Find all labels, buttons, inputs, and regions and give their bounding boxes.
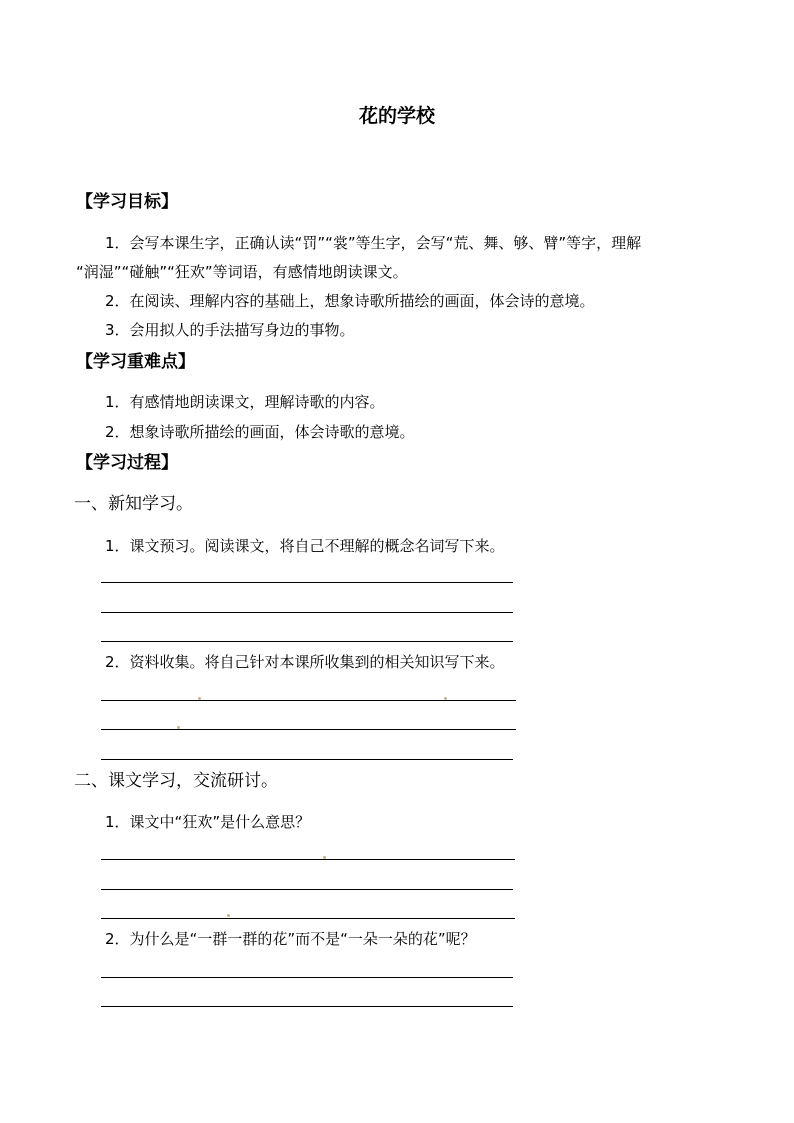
answer-line[interactable] bbox=[101, 612, 513, 613]
process-heading: 【学习过程】 bbox=[76, 453, 178, 473]
answer-line[interactable] bbox=[101, 889, 513, 890]
part2-heading: 二、课文学习，交流研讨。 bbox=[74, 771, 278, 791]
key-point-2: 2．想象诗歌所描绘的画面，体会诗歌的意境。 bbox=[105, 423, 415, 441]
key-points-heading: 【学习重难点】 bbox=[76, 352, 195, 372]
answer-line[interactable] bbox=[101, 582, 513, 583]
answer-line[interactable] bbox=[101, 759, 513, 760]
goal-item-2: 2．在阅读、理解内容的基础上，想象诗歌所描绘的画面，体会诗的意境。 bbox=[105, 292, 595, 310]
blank-mark bbox=[177, 726, 180, 729]
blank-mark bbox=[444, 697, 447, 700]
blank-mark bbox=[198, 697, 201, 700]
answer-line[interactable] bbox=[101, 641, 513, 642]
answer-line[interactable] bbox=[101, 918, 515, 919]
answer-line[interactable] bbox=[101, 859, 515, 860]
part2-question-1: 1．课文中“狂欢”是什么意思？ bbox=[105, 813, 311, 831]
goals-heading: 【学习目标】 bbox=[76, 192, 178, 212]
goal-item-1: 1．会写本课生字，正确认读“罚”“裳”等生字，会写“荒、舞、够、臂”等字，理解 bbox=[105, 234, 642, 252]
blank-mark bbox=[227, 914, 230, 917]
goal-item-3: 3．会用拟人的手法描写身边的事物。 bbox=[105, 321, 355, 339]
part2-question-2: 2．为什么是“一群一群的花”而不是“一朵一朵的花”呢？ bbox=[105, 930, 476, 948]
page-title: 花的学校 bbox=[358, 105, 435, 127]
answer-line[interactable] bbox=[101, 729, 516, 730]
part1-heading: 一、新知学习。 bbox=[74, 494, 193, 514]
part1-question-1: 1．课文预习。阅读课文，将自己不理解的概念名词写下来。 bbox=[105, 537, 505, 555]
part1-question-2: 2．资料收集。将自己针对本课所收集到的相关知识写下来。 bbox=[105, 653, 505, 671]
goal-item-1-cont: “润湿”“碰触”“狂欢”等词语，有感情地朗读课文。 bbox=[76, 263, 408, 281]
answer-line[interactable] bbox=[101, 700, 516, 701]
answer-line[interactable] bbox=[101, 1006, 513, 1007]
key-point-1: 1．有感情地朗读课文，理解诗歌的内容。 bbox=[105, 393, 385, 411]
answer-line[interactable] bbox=[101, 977, 513, 978]
blank-mark bbox=[323, 856, 326, 859]
